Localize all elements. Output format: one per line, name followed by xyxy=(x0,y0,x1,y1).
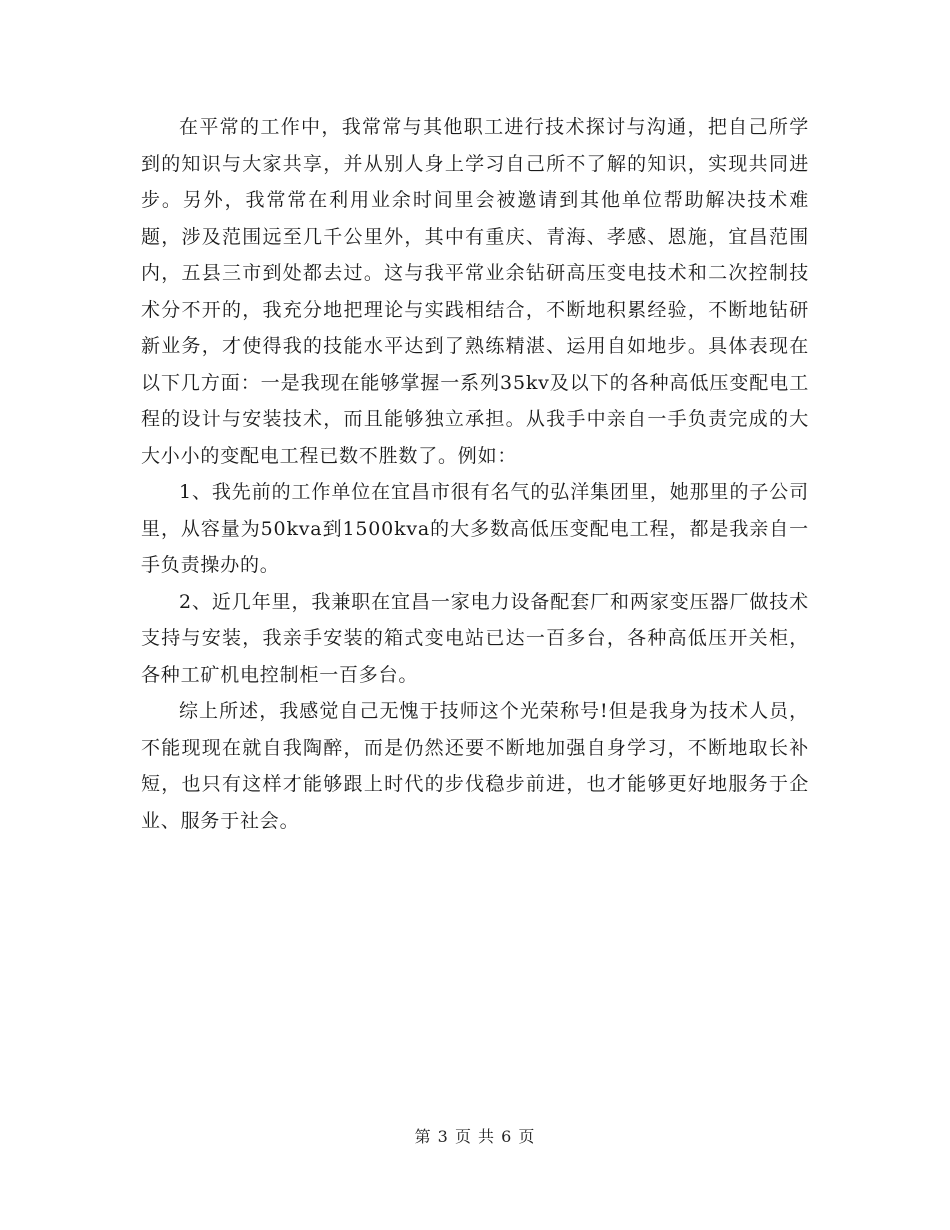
paragraph-tech-exchange: 在平常的工作中，我常常与其他职工进行技术探讨与沟通，把自己所学到的知识与大家共享，并从别人身上学习自己所不了解的知识，实现共同进步。另外，我常常在利用业余时间里会被邀请到其他单位帮助解决技术难题，涉及范围远至几千公里外，其中有重庆、青海、孝感、恩施，宜昌范围内，五县三市到处都去过。这与我平常业余钻研高压变电技术和二次控制技术分不开的，我充分地把理论与实践相结合，不断地积累经验，不断地钻研新业务，才使得我的技能水平达到了熟练精湛、运用自如地步。具体表现在以下几方面：一是我现在能够掌握一系列35kv及以下的各种高低压变配电工程的设计与安装技术，而且能够独立承担。从我手中亲自一手负责完成的大大小小的变配电工程已数不胜数了。例如： xyxy=(141,116,809,467)
paragraph-conclusion: 综上所述，我感觉自己无愧于技师这个光荣称号!但是我身为技术人员，不能现现在就自我陶醉，而是仍然还要不断地加强自身学习，不断地取长补短，也只有这样才能够跟上时代的步伐稳步前进，也才能够更好地服务于企业、服务于社会。 xyxy=(141,700,809,832)
document-body xyxy=(141,109,809,839)
paragraph-example-2: 2、近几年里，我兼职在宜昌一家电力设备配套厂和两家变压器厂做技术支持与安装，我亲手安装的箱式变电站已达一百多台，各种高低压开关柜，各种工矿机电控制柜一百多台。 xyxy=(141,590,809,686)
page-number-footer: 第 3 页 共 6 页 xyxy=(414,1127,536,1146)
paragraph-example-1: 1、我先前的工作单位在宜昌市很有名气的弘洋集团里，她那里的子公司里，从容量为50kva到1500kva的大多数高低压变配电工程，都是我亲自一手负责操办的。 xyxy=(141,481,809,576)
